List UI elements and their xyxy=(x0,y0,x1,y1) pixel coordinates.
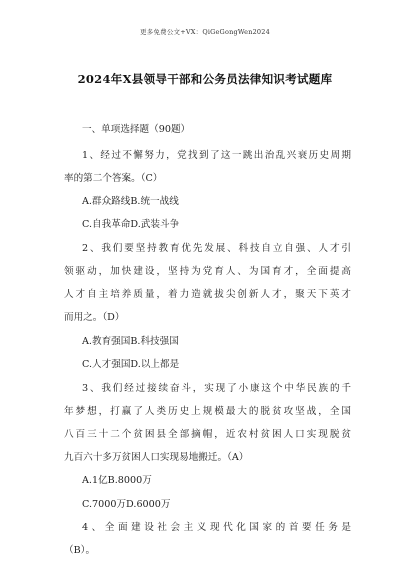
question-2-line-4: 而用之。（D） xyxy=(64,312,125,323)
question-4-line-2: （B）。 xyxy=(64,545,96,556)
question-2-option-ab: A.教育强国B.科技强国 xyxy=(82,336,179,347)
document-title: 2024年X县领导干部和公务员法律知识考试题库 xyxy=(77,72,333,86)
question-4-line-1: 4、全面建设社会主义现代化国家的首要任务是 xyxy=(82,522,351,533)
question-2-line-2: 领驱动，加快建设，坚持为党育人、为国育才，全面提高 xyxy=(64,266,351,277)
question-3-line-1: 3、我们经过接续奋斗，实现了小康这个中华民族的千 xyxy=(82,383,351,394)
question-2-line-3: 人才自主培养质量，着力造就拔尖创新人才，聚天下英才 xyxy=(64,289,351,300)
question-1-option-cd: C.自我革命D.武装斗争 xyxy=(82,219,180,230)
question-1-line-2: 率的第二个答案。（C） xyxy=(64,173,163,184)
question-3-line-2: 年梦想，打赢了人类历史上规模最大的脱贫攻坚战，全国 xyxy=(64,406,351,417)
question-3-option-ab: A.1亿B.8000万 xyxy=(82,475,152,486)
question-3-line-3: 八百三十二个贫困县全部摘帽，近农村贫困人口实现脱贫 xyxy=(64,429,351,440)
question-2-line-1: 2、我们要坚持教育优先发展、科技自立自强、人才引 xyxy=(82,243,351,254)
question-1-option-ab: A.群众路线B.统一战线 xyxy=(82,196,179,207)
question-3-option-cd: C.7000万D.6000万 xyxy=(82,499,171,510)
question-3-line-4: 九百六十多万贫困人口实现易地搬迁。（A） xyxy=(64,452,249,463)
question-2-option-cd: C.人才强国D.以上都是 xyxy=(82,359,180,370)
section-heading: 一、单项选择题（90题） xyxy=(82,124,191,135)
question-1-line-1: 1、经过不懈努力，党找到了这一跳出治乱兴衰历史周期 xyxy=(82,150,351,161)
header-note: 更多免费公文+VX：QiGeGongWen2024 xyxy=(140,28,270,36)
